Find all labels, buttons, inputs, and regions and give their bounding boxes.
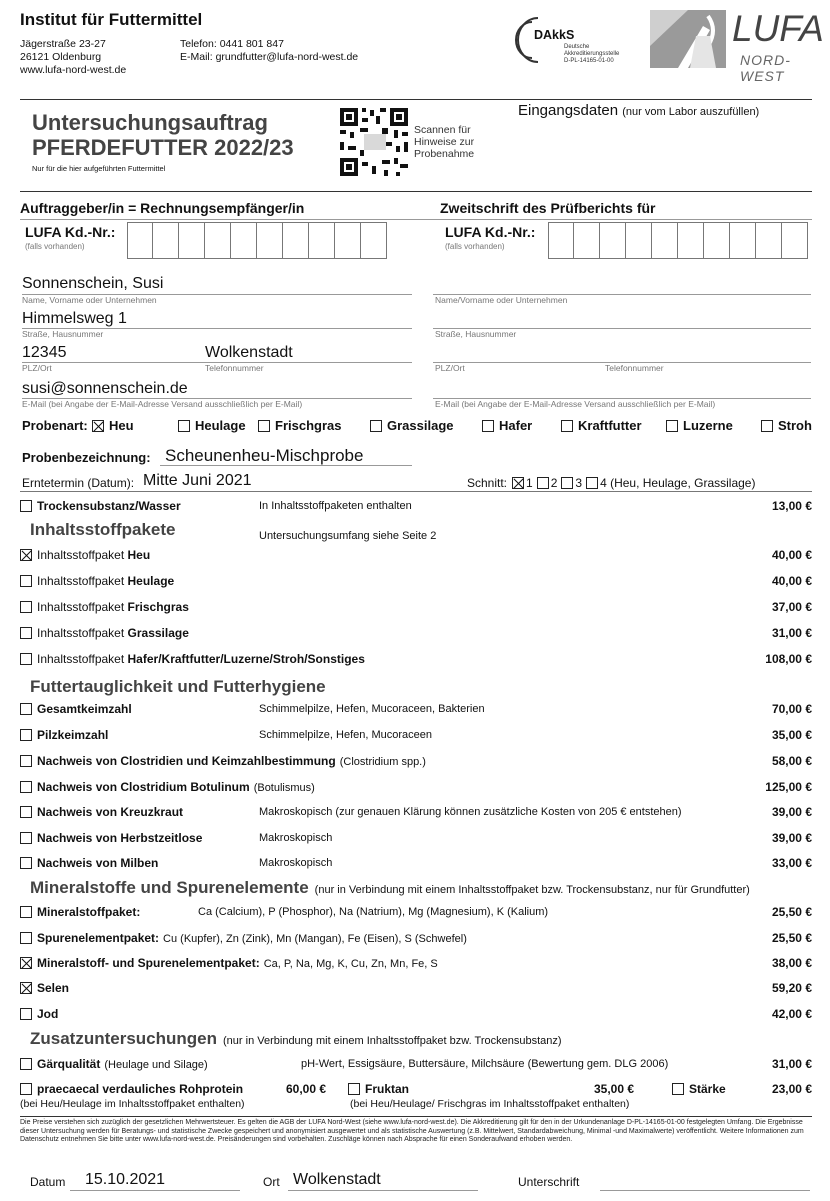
probenart-checkbox[interactable] bbox=[761, 420, 773, 432]
analysis-title[interactable] bbox=[20, 1082, 243, 1096]
analysis-title[interactable] bbox=[20, 1007, 58, 1021]
client-heading: Auftraggeber/in = Rechnungsempfänger/in bbox=[20, 200, 305, 216]
analysis-row-se bbox=[20, 980, 812, 998]
analysis-title[interactable] bbox=[20, 652, 365, 666]
analysis-checkbox[interactable] bbox=[20, 957, 32, 969]
section-title: Zusatzuntersuchungen bbox=[30, 1029, 218, 1048]
analysis-row-p_heulage bbox=[20, 573, 812, 591]
analysis-price: 40,00 € bbox=[771, 548, 812, 562]
analysis-desc: In Inhaltsstoffpaketen enthalten bbox=[259, 500, 412, 512]
analysis-row-sp bbox=[20, 930, 812, 948]
analysis-checkbox[interactable] bbox=[348, 1083, 360, 1095]
section-note: (nur in Verbindung mit einem Inhaltsstoffpaket bzw. Trockensubstanz, nur für Grundfutter) bbox=[314, 884, 750, 896]
probenart-option-label: Heulage bbox=[195, 418, 246, 433]
datum-label: Datum bbox=[30, 1175, 66, 1189]
analysis-price: 60,00 € bbox=[286, 1082, 327, 1096]
qr-caption-line3: Probenahme bbox=[414, 148, 475, 160]
analysis-title-staerke[interactable] bbox=[672, 1082, 726, 1096]
analysis-checkbox[interactable] bbox=[20, 1083, 32, 1095]
client-plz-label: PLZ/Ort bbox=[22, 363, 52, 373]
analysis-name: Trockensubstanz/Wasser bbox=[37, 499, 181, 513]
dakks-caption-line1: Deutsche bbox=[564, 44, 590, 50]
eingang-note: (nur vom Labor auszufüllen) bbox=[622, 106, 760, 118]
qr-caption-line2: Hinweise zur bbox=[414, 136, 475, 148]
analysis-row-msp bbox=[20, 955, 812, 973]
analysis-title[interactable] bbox=[20, 905, 140, 919]
probenart-checkbox[interactable] bbox=[258, 420, 270, 432]
analysis-price: 35,00 € bbox=[594, 1082, 635, 1096]
analysis-row-pk bbox=[20, 727, 812, 745]
analysis-name: Nachweis von Clostridium Botulinum bbox=[37, 780, 250, 794]
probenart-option-label: Hafer bbox=[499, 418, 533, 433]
analysis-checkbox[interactable] bbox=[20, 806, 32, 818]
schnitt-options bbox=[512, 476, 755, 490]
qr-caption bbox=[414, 124, 474, 160]
lufa-sub: NORD-WEST bbox=[740, 52, 791, 84]
contact bbox=[180, 38, 358, 64]
analysis-price: 13,00 € bbox=[771, 499, 812, 513]
analysis-price: 42,00 € bbox=[771, 1007, 812, 1021]
schnitt-option-label: 1 bbox=[526, 476, 533, 490]
probenart-option[interactable] bbox=[761, 418, 812, 433]
client-name[interactable]: Sonnenschein, Susi bbox=[22, 275, 164, 292]
analysis-title[interactable] bbox=[20, 499, 181, 513]
analysis-title-fruktan[interactable] bbox=[348, 1082, 409, 1096]
analysis-prefix: Inhaltsstoffpaket bbox=[37, 600, 128, 614]
client-kdnr-grid[interactable] bbox=[127, 222, 387, 259]
analysis-name: Selen bbox=[37, 981, 70, 995]
analysis-name: Mineralstoff- und Spurenelementpaket: bbox=[37, 956, 260, 970]
analysis-row-he bbox=[20, 830, 812, 848]
analysis-name: Grassilage bbox=[127, 626, 189, 640]
analysis-title[interactable] bbox=[20, 805, 183, 819]
schnitt-option-label: 3 bbox=[575, 476, 583, 490]
analysis-row-p_frisch bbox=[20, 599, 812, 617]
eingang-heading bbox=[518, 102, 759, 119]
probenart-checkbox[interactable] bbox=[370, 420, 382, 432]
probenart-option[interactable] bbox=[561, 418, 642, 433]
org-name: Institut für Futtermittel bbox=[20, 10, 203, 29]
eingang-label: Eingangsdaten bbox=[518, 102, 619, 119]
analysis-price: 37,00 € bbox=[771, 600, 812, 614]
analysis-title[interactable] bbox=[20, 754, 426, 768]
schnitt-checkbox[interactable] bbox=[561, 477, 573, 489]
analysis-desc: Makroskopisch bbox=[259, 832, 333, 844]
probenart-option-label: Grassilage bbox=[387, 418, 454, 433]
dakks-caption-line3: D-PL-14165-01-00 bbox=[564, 58, 614, 64]
analysis-price: 108,00 € bbox=[765, 652, 812, 666]
analysis-name: Spurenelementpaket: bbox=[37, 931, 160, 945]
analysis-price: 31,00 € bbox=[771, 1057, 812, 1071]
analysis-name: Heulage bbox=[127, 574, 175, 588]
analysis-name: Nachweis von Kreuzkraut bbox=[37, 805, 184, 819]
probenart-option-label: Stroh bbox=[778, 418, 812, 433]
analysis-prefix: Inhaltsstoffpaket bbox=[37, 626, 128, 640]
analysis-checkbox[interactable] bbox=[20, 1008, 32, 1020]
analysis-checkbox[interactable] bbox=[20, 575, 32, 587]
analysis-row-kr bbox=[20, 804, 812, 822]
copy-plz-label: PLZ/Ort bbox=[435, 363, 465, 373]
analysis-name: Nachweis von Clostridien und Keimzahlbestimmung bbox=[37, 754, 336, 768]
analysis-checkbox[interactable] bbox=[20, 906, 32, 918]
section-title: Futtertauglichkeit und Futterhygiene bbox=[30, 677, 326, 696]
section-title: Mineralstoffe und Spurenelemente bbox=[30, 878, 309, 897]
analysis-price: 40,00 € bbox=[771, 574, 812, 588]
analysis-checkbox[interactable] bbox=[20, 601, 32, 613]
analysis-desc: Ca (Calcium), P (Phosphor), Na (Natrium), Mg (Magnesium), K (Kalium) bbox=[198, 906, 549, 918]
lufa-emblem-icon bbox=[648, 6, 728, 70]
analysis-prefix: Inhaltsstoffpaket bbox=[37, 548, 128, 562]
client-name-label: Name, Vorname oder Unternehmen bbox=[22, 295, 157, 305]
section-heading bbox=[30, 520, 175, 540]
client-kdnr-note: (falls vorhanden) bbox=[25, 242, 85, 251]
analysis-prefix: Inhaltsstoffpaket bbox=[37, 574, 128, 588]
contact-email: E-Mail: grundfutter@lufa-nord-west.de bbox=[180, 51, 359, 63]
analysis-desc: Schimmelpilze, Hefen, Mucoraceen, Bakterien bbox=[259, 703, 485, 715]
contact-phone: Telefon: 0441 801 847 bbox=[180, 38, 284, 50]
analysis-name: Heu bbox=[127, 548, 151, 562]
ort-label: Ort bbox=[263, 1175, 280, 1189]
legal-text: Die Preise verstehen sich zuzüglich der gesetzlichen Mehrwertsteuer. Es gelten die AGB der LUFA Nord-West (siehe www.lufa-nord-west.de). Die Akkreditierung gilt für den in der Urkundenanlage D-PL-14165-01-00 festgelegten Umfang. Die Ergebnisse dieser Untersuchung werden für Beratungs- und statistische Zwecke gespeichert und anonymisiert ausgewertet und als statistische Auswertung (z.B. Mittelwert, Standardabweichung, Minimal -und Maximalwerte) veröffentlicht. Weitere Informationen zum Datenschutz entnehmen Sie bitte unter www.lufa-nord-west.de. Preisänderungen sind vorbehalten. Zuschläge können nach Absprache für einen Sonderaufwand erhoben werden. bbox=[20, 1119, 804, 1144]
analysis-price: 39,00 € bbox=[771, 831, 812, 845]
section-heading bbox=[30, 677, 326, 697]
analysis-checkbox[interactable] bbox=[20, 857, 32, 869]
analysis-price: 59,20 € bbox=[771, 981, 812, 995]
probenart-checkbox[interactable] bbox=[561, 420, 573, 432]
analysis-name: Hafer/Kraftfutter/Luzerne/Stroh/Sonstiges bbox=[127, 652, 365, 666]
schnitt-checkbox[interactable] bbox=[586, 477, 598, 489]
ernte-value[interactable]: Mitte Juni 2021 bbox=[143, 472, 252, 489]
analysis-row-ms bbox=[20, 904, 812, 922]
dakks-name: DAkkS bbox=[534, 28, 575, 42]
analysis-name: Nachweis von Herbstzeitlose bbox=[37, 831, 203, 845]
analysis-price: 33,00 € bbox=[771, 856, 812, 870]
address-city: 26121 Oldenburg bbox=[20, 51, 102, 63]
probenart-option-label: Frischgras bbox=[275, 418, 342, 433]
analysis-row-jo bbox=[20, 1006, 812, 1024]
probenart-checkbox[interactable] bbox=[482, 420, 494, 432]
analysis-title[interactable] bbox=[20, 574, 174, 588]
probenart-checkbox[interactable] bbox=[92, 420, 104, 432]
probenart-checkbox[interactable] bbox=[666, 420, 678, 432]
dakks-logo bbox=[508, 10, 633, 72]
client-city[interactable]: Wolkenstadt bbox=[205, 344, 293, 361]
analysis-name: Fruktan bbox=[365, 1082, 410, 1096]
analysis-name: Pilzkeimzahl bbox=[37, 728, 109, 742]
analysis-row-gk bbox=[20, 701, 812, 719]
analysis-price: 25,50 € bbox=[771, 905, 812, 919]
analysis-name: Jod bbox=[37, 1007, 59, 1021]
qr-caption-line1: Scannen für bbox=[414, 124, 471, 136]
probe-label: Probenbezeichnung: bbox=[22, 450, 151, 465]
analysis-checkbox[interactable] bbox=[20, 627, 32, 639]
analysis-name: Nachweis von Milben bbox=[37, 856, 159, 870]
copy-kdnr-note: (falls vorhanden) bbox=[445, 242, 505, 251]
analysis-title[interactable] bbox=[20, 728, 108, 742]
probenart-option[interactable] bbox=[92, 418, 134, 433]
section-note: (nur in Verbindung mit einem Inhaltsstoffpaket bzw. Trockensubstanz) bbox=[223, 1035, 562, 1047]
dakks-caption-line2: Akkreditierungsstelle bbox=[564, 51, 620, 57]
analysis-row-protein bbox=[20, 1081, 812, 1111]
analysis-checkbox[interactable] bbox=[20, 653, 32, 665]
address-street: Jägerstraße 23-27 bbox=[20, 38, 106, 50]
analysis-checkbox[interactable] bbox=[20, 703, 32, 715]
copy-heading: Zweitschrift des Prüfberichts für bbox=[440, 200, 656, 216]
analysis-prefix: Inhaltsstoffpaket bbox=[37, 652, 128, 666]
analysis-row-cl bbox=[20, 753, 812, 771]
probenart-option[interactable] bbox=[370, 418, 454, 433]
analysis-row-ts bbox=[20, 498, 812, 516]
analysis-price: 35,00 € bbox=[771, 728, 812, 742]
analysis-row-bo bbox=[20, 779, 812, 797]
analysis-price: 25,50 € bbox=[771, 931, 812, 945]
probenart-option[interactable] bbox=[178, 418, 246, 433]
analysis-title[interactable] bbox=[20, 600, 189, 614]
analysis-title[interactable] bbox=[20, 931, 467, 945]
analysis-name: Gesamtkeimzahl bbox=[37, 702, 132, 716]
client-email-label: E-Mail (bei Angabe der E-Mail-Adresse Versand ausschließlich per E-Mail) bbox=[22, 399, 303, 409]
copy-email-label: E-Mail (bei Angabe der E-Mail-Adresse Versand ausschließlich per E-Mail) bbox=[435, 399, 716, 409]
analysis-price: 23,00 € bbox=[771, 1082, 812, 1096]
copy-street-label: Straße, Hausnummer bbox=[435, 329, 517, 339]
client-tel-label: Telefonnummer bbox=[205, 363, 264, 373]
unterschrift-label: Unterschrift bbox=[518, 1175, 580, 1189]
datum-value[interactable]: 15.10.2021 bbox=[85, 1171, 166, 1188]
client-email[interactable]: susi@sonnenschein.de bbox=[22, 380, 188, 397]
analysis-desc: Makroskopisch (zur genauen Klärung können zusätzliche Kosten von 205 € entstehen) bbox=[259, 806, 682, 818]
analysis-title[interactable] bbox=[20, 981, 69, 995]
section-heading bbox=[30, 1029, 562, 1049]
probenart-option[interactable] bbox=[666, 418, 733, 433]
client-street-label: Straße, Hausnummer bbox=[22, 329, 104, 339]
analysis-title[interactable] bbox=[20, 1057, 208, 1071]
copy-name-label: Name/Vorname oder Unternehmen bbox=[435, 295, 568, 305]
analysis-checkbox[interactable] bbox=[672, 1083, 684, 1095]
probenart-option-label: Heu bbox=[109, 418, 134, 433]
form-subtitle: PFERDEFUTTER 2022/23 bbox=[32, 135, 294, 160]
analysis-checkbox[interactable] bbox=[20, 755, 32, 767]
analysis-note: (bei Heu/Heulage im Inhaltsstoffpaket enthalten) bbox=[20, 1098, 245, 1110]
section-heading bbox=[30, 878, 750, 898]
probenart-option[interactable] bbox=[482, 418, 532, 433]
analysis-row-ga bbox=[20, 1056, 812, 1074]
analysis-row-p_gras bbox=[20, 625, 812, 643]
analysis-checkbox[interactable] bbox=[20, 549, 32, 561]
analysis-name-note: (Heulage und Silage) bbox=[104, 1059, 208, 1071]
ernte-label: Erntetermin (Datum): bbox=[22, 476, 135, 490]
form-note: Nur für die hier aufgeführten Futtermittel bbox=[32, 164, 166, 173]
analysis-desc: pH-Wert, Essigsäure, Buttersäure, Milchsäure (Bewertung gem. DLG 2006) bbox=[301, 1058, 669, 1070]
copy-tel-label: Telefonnummer bbox=[605, 363, 664, 373]
analysis-row-mi bbox=[20, 855, 812, 873]
analysis-checkbox[interactable] bbox=[20, 1058, 32, 1070]
schnitt-checkbox[interactable] bbox=[537, 477, 549, 489]
probenart-option-label: Luzerne bbox=[683, 418, 733, 433]
form-title: Untersuchungsauftrag bbox=[32, 110, 268, 135]
lufa-logo bbox=[648, 4, 824, 84]
analysis-checkbox[interactable] bbox=[20, 500, 32, 512]
analysis-price: 125,00 € bbox=[765, 780, 812, 794]
client-street[interactable]: Himmelsweg 1 bbox=[22, 310, 127, 327]
analysis-name: Frischgras bbox=[127, 600, 189, 614]
probenart-label: Probenart: bbox=[22, 418, 88, 433]
analysis-price: 39,00 € bbox=[771, 805, 812, 819]
analysis-checkbox[interactable] bbox=[20, 932, 32, 944]
analysis-title[interactable] bbox=[20, 780, 315, 794]
analysis-desc: Makroskopisch bbox=[259, 857, 333, 869]
address-web: www.lufa-nord-west.de bbox=[20, 64, 127, 76]
analysis-note: (bei Heu/Heulage/ Frischgras im Inhaltsstoffpaket enthalten) bbox=[350, 1098, 630, 1110]
analysis-title[interactable] bbox=[20, 856, 158, 870]
address bbox=[20, 38, 126, 77]
analysis-row-p_hafer bbox=[20, 651, 812, 669]
ort-value[interactable]: Wolkenstadt bbox=[293, 1171, 381, 1188]
analysis-price: 70,00 € bbox=[771, 702, 812, 716]
analysis-desc: (Botulismus) bbox=[253, 782, 315, 794]
probenart-checkbox[interactable] bbox=[178, 420, 190, 432]
analysis-name: Mineralstoffpaket: bbox=[37, 905, 141, 919]
probenart-option-label: Kraftfutter bbox=[578, 418, 642, 433]
schnitt-option-label: 4 (Heu, Heulage, Grassilage) bbox=[600, 476, 756, 490]
analysis-price: 38,00 € bbox=[771, 956, 812, 970]
analysis-title[interactable] bbox=[20, 956, 438, 970]
analysis-row-p_heu bbox=[20, 547, 812, 565]
analysis-name: praecaecal verdauliches Rohprotein bbox=[37, 1082, 244, 1096]
analysis-desc: (Clostridium spp.) bbox=[339, 756, 426, 768]
analysis-price: 31,00 € bbox=[771, 626, 812, 640]
analysis-name: Gärqualität bbox=[37, 1057, 101, 1071]
analysis-price: 58,00 € bbox=[771, 754, 812, 768]
analysis-title[interactable] bbox=[20, 831, 202, 845]
analysis-checkbox[interactable] bbox=[20, 832, 32, 844]
schnitt-checkbox[interactable] bbox=[512, 477, 524, 489]
analysis-desc: Ca, P, Na, Mg, K, Cu, Zn, Mn, Fe, S bbox=[263, 958, 438, 970]
dakks-caption bbox=[564, 44, 619, 65]
analysis-checkbox[interactable] bbox=[20, 781, 32, 793]
client-kdnr-label: LUFA Kd.-Nr.: bbox=[25, 224, 116, 240]
schnitt-label: Schnitt: bbox=[467, 476, 508, 490]
analysis-title[interactable] bbox=[20, 626, 189, 640]
section-note: Untersuchungsumfang siehe Seite 2 bbox=[259, 530, 437, 542]
schnitt-option-label: 2 bbox=[550, 476, 558, 490]
analysis-desc: Cu (Kupfer), Zn (Zink), Mn (Mangan), Fe (Eisen), S (Schwefel) bbox=[163, 933, 467, 945]
qr-code-icon[interactable] bbox=[338, 106, 410, 178]
copy-kdnr-label: LUFA Kd.-Nr.: bbox=[445, 224, 536, 240]
lufa-wordmark: LUFA bbox=[732, 8, 824, 49]
analysis-title[interactable] bbox=[20, 702, 132, 716]
analysis-title[interactable] bbox=[20, 548, 150, 562]
probenart-option[interactable] bbox=[258, 418, 341, 433]
section-title: Inhaltsstoffpakete bbox=[30, 520, 176, 539]
probe-value[interactable]: Scheunenheu-Mischprobe bbox=[165, 446, 364, 465]
copy-kdnr-grid[interactable] bbox=[548, 222, 808, 259]
analysis-name: Stärke bbox=[689, 1082, 726, 1096]
analysis-checkbox[interactable] bbox=[20, 982, 32, 994]
analysis-checkbox[interactable] bbox=[20, 729, 32, 741]
client-plz[interactable]: 12345 bbox=[22, 344, 67, 361]
analysis-desc: Schimmelpilze, Hefen, Mucoraceen bbox=[259, 729, 433, 741]
